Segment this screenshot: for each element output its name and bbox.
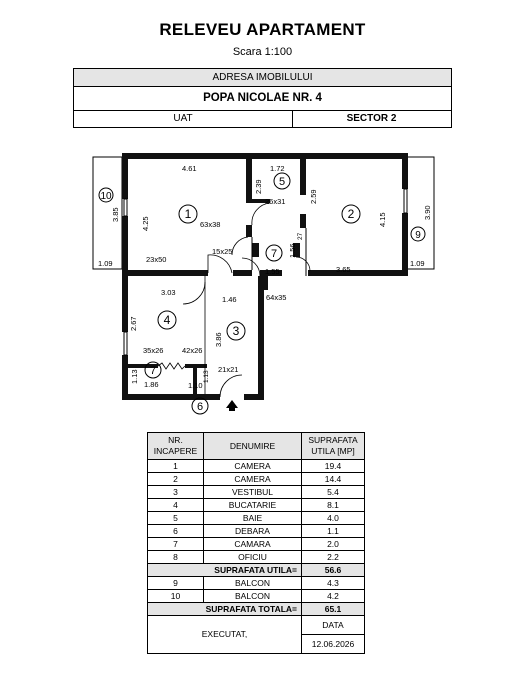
total-util-label: SUPRAFATA UTILA= (148, 564, 302, 577)
dim-r7b-width: 1.86 (144, 380, 159, 389)
table-row (148, 551, 365, 564)
total-label: SUPRAFATA TOTALA= (148, 603, 302, 616)
dim-r6-height: 1.13 (203, 370, 210, 383)
table-row (148, 499, 365, 512)
table-row (148, 525, 365, 538)
row-area: 8.1 (302, 499, 365, 512)
row-area: 4.0 (302, 512, 365, 525)
dim-r5-width: 1.72 (270, 164, 285, 173)
scale-label: Scara 1:100 (232, 46, 293, 58)
dim-r1-width: 4.61 (182, 164, 197, 173)
row-area: 1.1 (302, 525, 365, 538)
dim-door-42x26: 42x26 (182, 346, 203, 355)
date-value: 12.06.2026 (302, 635, 365, 654)
dim-r2-width: 3.65 (336, 265, 351, 274)
room-number-5: 5 (278, 176, 286, 188)
row-name: CAMERA (204, 473, 302, 486)
dim-r3-height: 3.86 (214, 332, 223, 347)
room-number-1: 1 (184, 207, 192, 221)
dim-27: 27 (297, 232, 304, 240)
sector-value: SECTOR 2 (346, 113, 397, 124)
total-util-row (148, 564, 365, 577)
dim-r6-width: 1.10 (188, 381, 203, 390)
dim-door-64x35: 64x35 (266, 293, 287, 302)
row-area: 19.4 (302, 460, 365, 473)
dim-balcony10-width: 1.09 (98, 259, 113, 268)
table-header-row (148, 433, 365, 460)
row-name: CAMERA (204, 460, 302, 473)
dim-r4-width: 3.03 (161, 288, 176, 297)
row-name: BALCON (204, 590, 302, 603)
header-denumire: DENUMIRE (204, 433, 302, 460)
row-nr: 6 (148, 525, 204, 538)
address-value: POPA NICOLAE NR. 4 (74, 86, 451, 111)
dim-door-35x26: 35x26 (143, 346, 164, 355)
dim-r7-width: 1.55 (265, 267, 280, 276)
row-area: 4.2 (302, 590, 365, 603)
room-number-6: 6 (196, 401, 204, 413)
table-row (148, 473, 365, 486)
table-row (148, 590, 365, 603)
walls (122, 153, 408, 400)
header-suprafata: SUPRAFATA UTILA [MP] (302, 433, 365, 460)
dim-door-63x38: 63x38 (200, 220, 221, 229)
table-row (148, 538, 365, 551)
row-area: 14.4 (302, 473, 365, 486)
row-nr: 1 (148, 460, 204, 473)
dim-door-26x31: 26x31 (265, 197, 286, 206)
entrance-arrow-stem (229, 407, 235, 411)
room-number-7a: 7 (270, 248, 278, 260)
table-row (148, 486, 365, 499)
table-row (148, 460, 365, 473)
row-name: CAMARA (204, 538, 302, 551)
row-nr: 7 (148, 538, 204, 551)
table-row (148, 512, 365, 525)
executed-row (148, 616, 365, 635)
dim-r5-height: 2.39 (254, 179, 263, 194)
dim-r7b-height: 1.13 (130, 369, 139, 384)
surface-table (147, 432, 365, 654)
row-nr: 4 (148, 499, 204, 512)
dim-r7-height: 1.56 (288, 243, 297, 258)
total-value: 65.1 (302, 603, 365, 616)
row-nr: 9 (148, 577, 204, 590)
room-number-4: 4 (163, 313, 171, 327)
row-name: BALCON (204, 577, 302, 590)
dim-door-21x21: 21x21 (218, 365, 239, 374)
total-util-value: 56.6 (302, 564, 365, 577)
row-nr: 8 (148, 551, 204, 564)
row-name: DEBARA (204, 525, 302, 538)
row-name: BAIE (204, 512, 302, 525)
dim-r3-width: 1.46 (222, 295, 237, 304)
room-number-7b: 7 (149, 365, 157, 377)
executed-label: EXECUTAT, (148, 616, 302, 654)
table-row (148, 577, 365, 590)
room-number-9: 9 (415, 230, 421, 241)
uat-label: UAT (74, 110, 293, 127)
row-name: BUCATARIE (204, 499, 302, 512)
date-label: DATA (302, 616, 365, 635)
dim-r4-height: 2.67 (129, 316, 138, 331)
dim-r2-left-height: 2.59 (309, 189, 318, 204)
row-nr: 10 (148, 590, 204, 603)
row-name: OFICIU (204, 551, 302, 564)
address-label: ADRESA IMOBILULUI (74, 69, 451, 87)
row-name: VESTIBUL (204, 486, 302, 499)
room-number-3: 3 (232, 324, 240, 338)
document-title: RELEVEU APARTAMENT (159, 20, 366, 39)
dim-door-23x50: 23x50 (146, 255, 167, 264)
dim-r1-height: 4.25 (141, 216, 150, 231)
row-area: 4.3 (302, 577, 365, 590)
total-row (148, 603, 365, 616)
row-area: 2.0 (302, 538, 365, 551)
dim-balcony9-width: 1.09 (410, 259, 425, 268)
row-nr: 2 (148, 473, 204, 486)
partition-zigzag (158, 363, 185, 369)
header-nr: NR. INCAPERE (148, 433, 204, 460)
row-nr: 5 (148, 512, 204, 525)
room-number-10: 10 (100, 191, 112, 202)
row-area: 2.2 (302, 551, 365, 564)
dim-balcony10-height: 3.85 (111, 207, 120, 222)
dim-balcony9-height: 3.90 (423, 205, 432, 220)
entrance-arrow-icon (226, 400, 238, 408)
room-number-2: 2 (347, 207, 355, 221)
dim-r2-height: 4.15 (378, 212, 387, 227)
row-nr: 3 (148, 486, 204, 499)
row-area: 5.4 (302, 486, 365, 499)
dim-door-15x25: 15x25 (212, 247, 233, 256)
